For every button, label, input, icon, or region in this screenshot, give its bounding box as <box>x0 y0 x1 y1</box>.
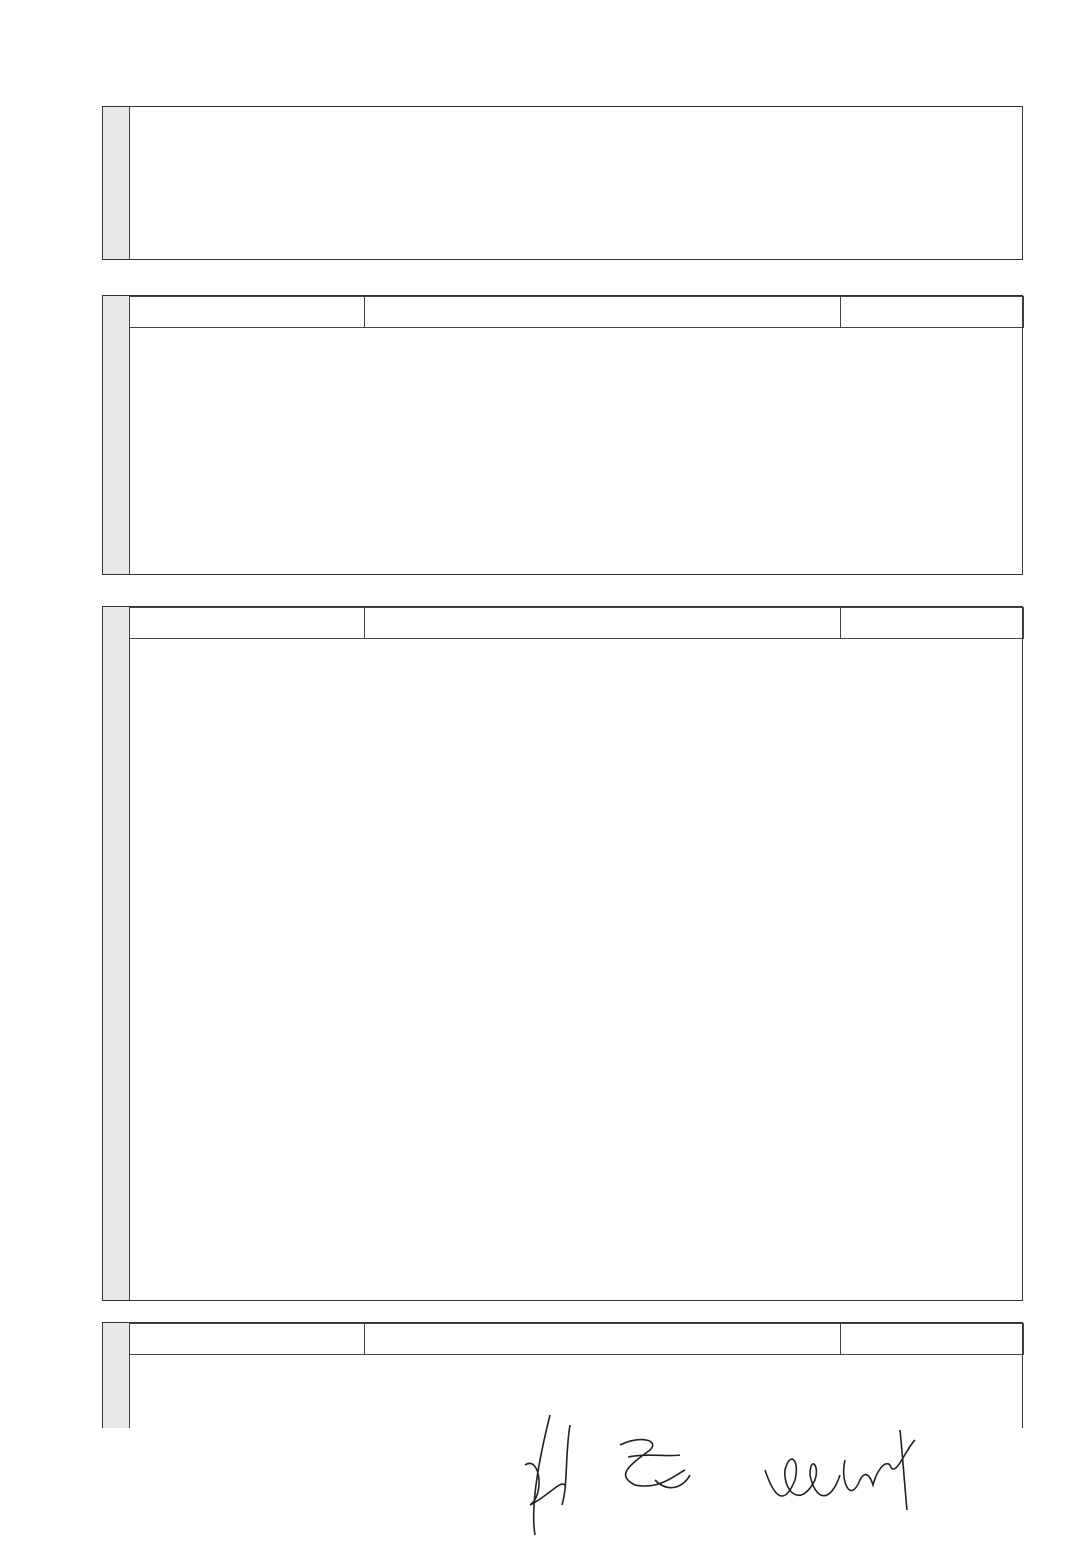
article-number <box>130 297 365 328</box>
side-label-strip <box>103 107 130 259</box>
year-label <box>841 297 1024 328</box>
article-number <box>130 1324 365 1355</box>
department-title <box>365 1324 841 1355</box>
signature-1 <box>510 1395 710 1545</box>
madde7-block <box>102 295 1023 575</box>
year-label <box>841 1324 1024 1355</box>
madde7-side-label <box>103 296 130 574</box>
article-number <box>130 608 365 639</box>
madde9-table <box>129 1323 1024 1355</box>
department-title <box>365 608 841 639</box>
year-label <box>841 608 1024 639</box>
signature-2 <box>755 1420 925 1520</box>
madde7-table <box>129 296 1024 328</box>
top-table-block <box>102 106 1023 260</box>
madde8-side-label <box>103 607 130 1300</box>
department-title <box>365 297 841 328</box>
madde8-block <box>102 606 1023 1301</box>
madde9-side-label <box>103 1323 130 1428</box>
madde8-table <box>129 607 1024 639</box>
